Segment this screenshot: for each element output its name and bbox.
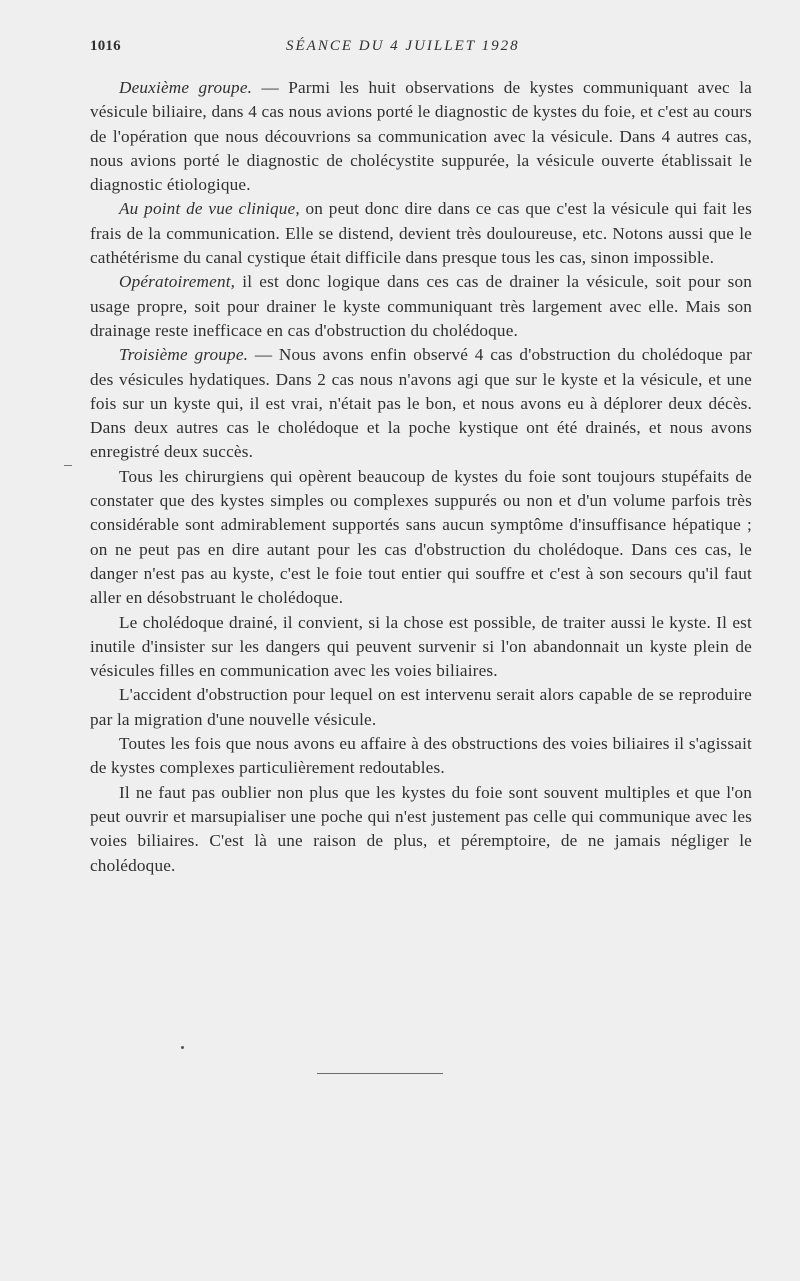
paragraph-text: — Parmi les huit observations de kystes communiquant avec la vésicule biliaire, dans 4 cas nous avions porté le diagnostic de kystes du foie, et c'est au cours de l'opération que nous découvrions sa communication avec la vésicule. Dans 4 autres cas, nous avions porté le diagnostic de cholécystite suppurée, la vésicule ouverte établissait le diagnostic étiologique. (90, 78, 752, 195)
paragraph-deuxieme-groupe (90, 76, 752, 197)
body-text (90, 76, 752, 878)
end-rule (317, 1073, 443, 1074)
paragraph-accident (90, 683, 752, 732)
paragraph-text: Le cholédoque drainé, il convient, si la chose est possible, de traiter aussi le kyste. Il est inutile d'insister sur les dangers qui peuvent survenir si l'on abandonnait un kyste plein de vésicules filles en communication avec les voies biliaires. (90, 612, 752, 681)
paragraph-troisieme-groupe (90, 343, 752, 464)
paragraph-text: il est donc logique dans ces cas de drainer la vésicule, soit pour son usage propre, soit pour drainer le kyste communiquant très largement avec elle. Mais son drainage reste inefficace en cas d'obstruction du cholédoque. (90, 272, 752, 340)
paragraph-text: L'accident d'obstruction pour lequel on est intervenu serait alors capable de se reproduire par la migration d'une nouvelle vésicule. (90, 685, 752, 729)
paragraph-operatoirement (90, 270, 752, 343)
paragraph-text: — Nous avons enfin observé 4 cas d'obstruction du cholédoque par des vésicules hydatiques. Dans 2 cas nous n'avons agi que sur le kyste et la vésicule, et une fois sur un kyste qui, il est vrai, n'était pas le bon, et nous avons eu à déplorer deux décès. Dans deux autres cas le cholédoque et la poche kystique ont été drainés, et nous avons enregistré deux succès. (90, 345, 753, 462)
stray-dot (181, 1046, 184, 1049)
paragraph-text: Toutes les fois que nous avons eu affaire à des obstructions des voies biliaires il s'agissait de kystes complexes particulièrement redoutables. (90, 734, 752, 778)
margin-mark (64, 465, 72, 466)
paragraph-conclusion (90, 781, 752, 878)
paragraph-obstructions (90, 732, 752, 781)
page-header (90, 38, 762, 60)
page-number: 1016 (90, 38, 121, 54)
paragraph-text: Tous les chirurgiens qui opèrent beaucoup de kystes du foie sont toujours stupéfaits de constater que des kystes simples ou complexes suppurés ou non et d'un volume parfois très considérable sont admirablement supportés sans aucun symptôme d'insuffisance hépatique ; on ne peut pas en dire autant pour les cas d'obstruction du cholédoque. Dans ces cas, le danger n'est pas au kyste, c'est le foie tout entier qui souffre et c'est à son secours qu'il faut aller en désobstruant le cholédoque. (90, 466, 752, 608)
paragraph-text: on peut donc dire dans ce cas que c'est la vésicule qui fait les frais de la communication. Elle se distend, devient très douloureuse, etc. Notons aussi que le cathétérisme du canal cystique était difficile dans presque tous les cas, sinon impossible. (90, 199, 752, 268)
paragraph-lead: Troisième groupe. (119, 345, 249, 365)
paragraph-clinique (90, 197, 752, 270)
paragraph-chirurgiens (90, 465, 752, 611)
running-head: SÉANCE DU 4 JUILLET 1928 (286, 38, 520, 54)
paragraph-lead: Deuxième groupe. (119, 78, 253, 97)
paragraph-lead: Au point de vue clinique, (119, 199, 300, 219)
paragraph-text: Il ne faut pas oublier non plus que les kystes du foie sont souvent multiples et que l'on peut ouvrir et marsupialiser une poche qui n'est justement pas celle qui communique avec les voies biliaires. C'est là une raison de plus, et péremptoire, de ne jamais négliger le cholédoque. (90, 782, 752, 875)
paragraph-choledoque-draine (90, 611, 752, 684)
paragraph-lead: Opératoirement, (119, 272, 236, 292)
